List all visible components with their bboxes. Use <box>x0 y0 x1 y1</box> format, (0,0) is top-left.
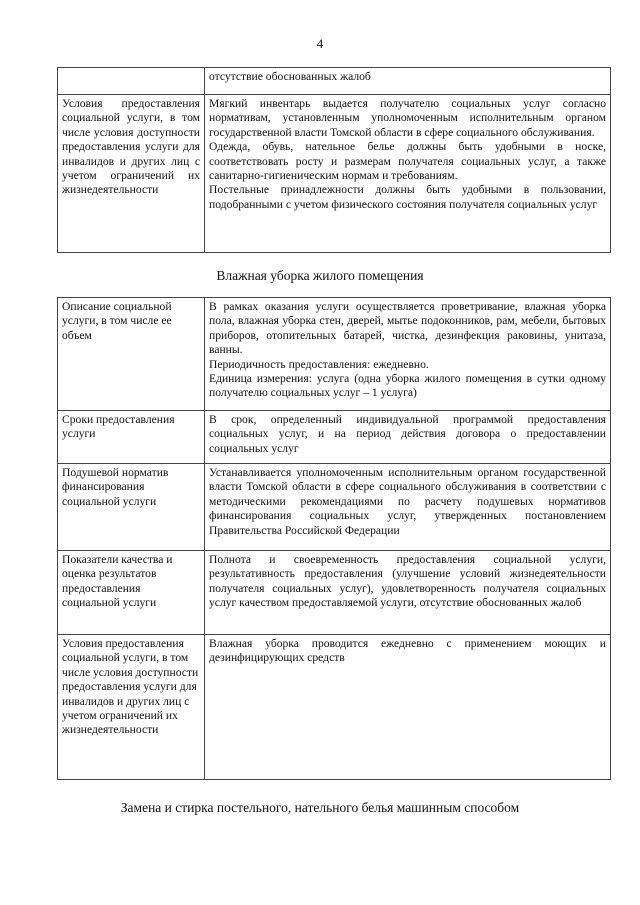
table-row <box>58 551 611 635</box>
row-label: Условия предоставления социальной услуги, в том числе условия доступности предоставления услуги для инвалидов и других лиц с учетом ограничений их жизнедеятельности <box>58 95 205 253</box>
content-paragraph: Устанавливается уполномоченным исполнительным органом государственной власти Томской области в сфере социального обслуживания в соответствии с методическими рекомендациями по расчету подушевых нормативов финансирования социальных услуг, утвержденных постановлением Правительства Российской Федерации <box>209 466 606 537</box>
table-row <box>58 411 611 464</box>
section-title-laundry: Замена и стирка постельного, нательного белья машинным способом <box>120 800 520 815</box>
content-paragraph: В рамках оказания услуги осуществляется проветривание, влажная уборка пола, влажная уборка стен, дверей, мытье подоконников, рам, мебели, бытовых приборов, отопительных батарей, чистка, дезинфекция раковины, унитаза, ванны. <box>209 300 606 357</box>
row-label: Условия предоставления социальной услуги, в том числе условия доступности предоставления услуги для инвалидов и других лиц с учетом ограничений их жизнедеятельности <box>58 635 205 780</box>
content-paragraph: Мягкий инвентарь выдается получателю социальных услуг согласно нормативам, установленным уполномоченным исполнительным органом государственной власти Томской области в сфере социального обслуживания. <box>209 97 606 139</box>
content-paragraph: Единица измерения: услуга (одна уборка жилого помещения в сутки одному получателю социальных услуг – 1 услуга) <box>209 372 606 400</box>
row-content <box>205 635 611 780</box>
row-content <box>205 464 611 551</box>
table-row <box>58 95 611 253</box>
row-content <box>205 68 611 95</box>
table-row <box>58 68 611 95</box>
row-label: Показатели качества и оценка результатов предоставления социальной услуги <box>58 551 205 635</box>
row-label: Описание социальной услуги, в том числе ее объем <box>58 298 205 411</box>
row-content <box>205 298 611 411</box>
page-number: 4 <box>316 36 324 51</box>
content-paragraph: В срок, определенный индивидуальной программой предоставления социальных услуг, и на период действия договора о предоставлении социальных услуг <box>209 413 606 455</box>
service-table-wet-cleaning <box>57 297 611 780</box>
table-row <box>58 635 611 780</box>
content-paragraph: Периодичность предоставления: ежедневно. <box>209 357 429 371</box>
table-row <box>58 298 611 411</box>
content-paragraph: отсутствие обоснованных жалоб <box>209 70 371 83</box>
content-paragraph: Полнота и своевременность предоставления социальной услуги, результативность предоставления (улучшение условий жизнедеятельности получателя социальных услуг), удовлетворенность получателя социальных услуг качеством предоставляемой услуги, отсутствие обоснованных жалоб <box>209 553 606 610</box>
section-title-wet-cleaning: Влажная уборка жилого помещения <box>216 268 424 283</box>
row-content <box>205 95 611 253</box>
row-label: Подушевой норматив финансирования социальной услуги <box>58 464 205 551</box>
row-label: Сроки предоставления услуги <box>58 411 205 464</box>
row-label <box>58 68 205 95</box>
row-content <box>205 551 611 635</box>
row-content <box>205 411 611 464</box>
table-row <box>58 464 611 551</box>
service-table-soft-inventory <box>57 67 611 253</box>
content-paragraph: Постельные принадлежности должны быть удобными в пользовании, подобранными с учетом физического состояния получателя социальных услуг <box>209 183 606 211</box>
content-paragraph: Одежда, обувь, нательное белье должны быть удобными в носке, соответствовать росту и размерам получателя социальных услуг, а также санитарно-гигиеническим нормам и требованиям. <box>209 140 606 183</box>
content-paragraph: Влажная уборка проводится ежедневно с применением моющих и дезинфицирующих средств <box>209 637 606 665</box>
